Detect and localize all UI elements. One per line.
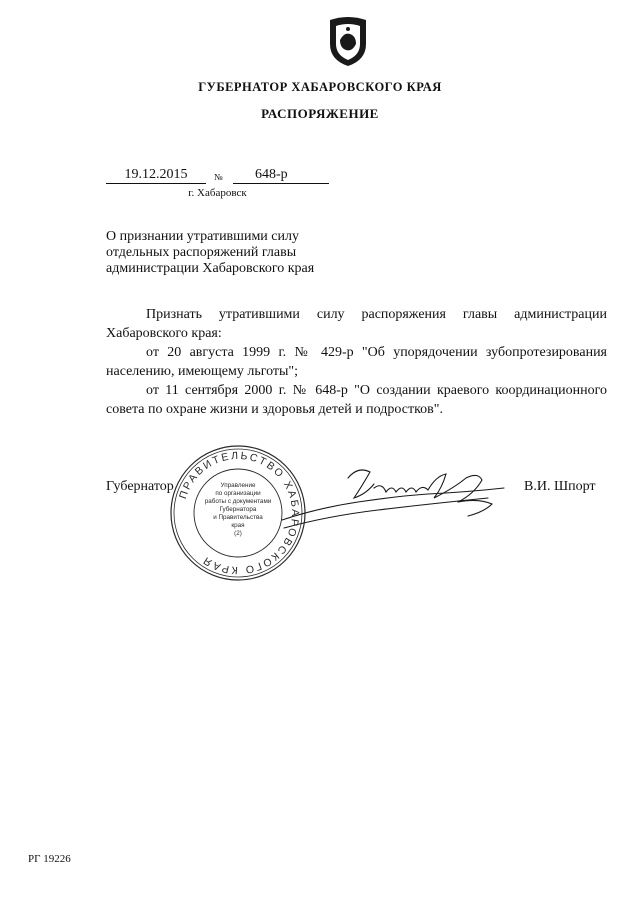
organization-title: ГУБЕРНАТОР ХАБАРОВСКОГО КРАЯ: [198, 80, 442, 94]
stamp-center-line: Управление: [220, 482, 256, 489]
number-underline: [233, 183, 329, 184]
signatory-name: В.И. Шпорт: [524, 479, 596, 494]
number-sign: №: [214, 172, 223, 182]
document-body: [106, 305, 607, 419]
body-paragraph: Признать утратившими силу распоряжения главы администрации Хабаровского края:: [106, 307, 607, 341]
stamp-center-line: края: [231, 522, 245, 529]
handwritten-signature: [278, 458, 508, 538]
document-number: 648-р: [255, 167, 288, 182]
stamp-center-line: по организации: [215, 490, 261, 497]
document-city: г. Хабаровск: [188, 187, 247, 199]
body-paragraph: от 11 сентября 2000 г. № 648-р "О создании краевого координационного совета по охране жизни и здоровья детей и подростков".: [106, 383, 607, 417]
body-paragraph: от 20 августа 1999 г. № 429-р "Об упорядочении зубопротезирования населению, имеющему льготы";: [106, 345, 607, 379]
stamp-center-line: и Правительства: [213, 514, 263, 521]
stamp-center-line: Губернатора: [219, 506, 257, 513]
date-underline: [106, 183, 206, 184]
subject-line: отдельных распоряжений главы: [106, 245, 297, 260]
signatory-title: Губернатор: [106, 479, 174, 494]
stamp-center-line: работы с документами: [204, 498, 272, 505]
subject-line: администрации Хабаровского края: [106, 261, 315, 276]
document-code: РГ 19226: [28, 853, 71, 865]
subject-line: О признании утратившими силу: [106, 229, 299, 244]
stamp-center-line: (2): [234, 530, 242, 537]
document-subject: [106, 229, 329, 277]
coat-of-arms-icon: [326, 16, 370, 68]
document-date: 19.12.2015: [124, 167, 188, 182]
document-type-title: РАСПОРЯЖЕНИЕ: [261, 106, 379, 121]
stamp-ring-text: ПРАВИТЕЛЬСТВО ХАБАРОВСКОГО КРАЯ: [176, 449, 302, 577]
